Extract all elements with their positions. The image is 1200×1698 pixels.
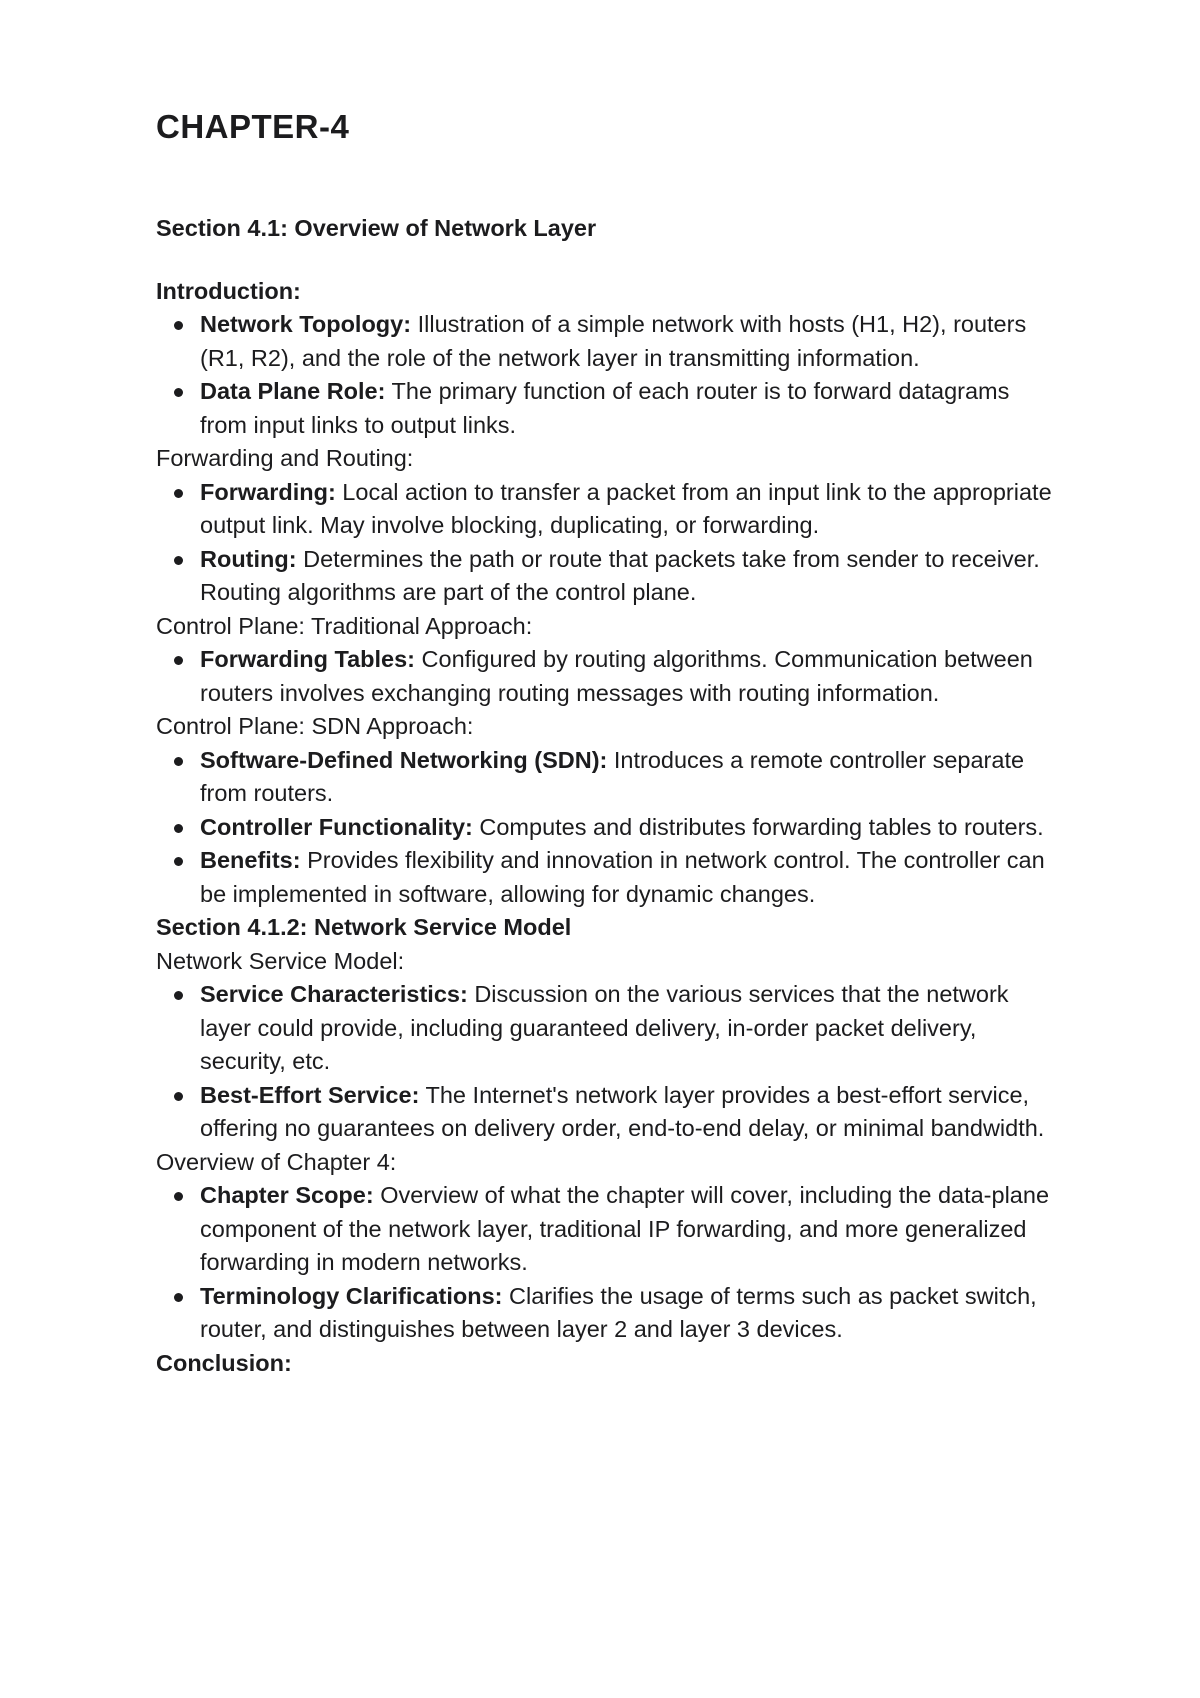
list-item-term: Data Plane Role:: [200, 378, 386, 404]
list-item-term: Best-Effort Service:: [200, 1081, 420, 1108]
control-plane-sdn-list: [156, 744, 1056, 912]
document-content: [156, 212, 1056, 1380]
forwarding-routing-list: [156, 476, 1056, 610]
list-item: [200, 375, 1056, 442]
list-item-term: Software-Defined Networking (SDN):: [200, 746, 608, 773]
list-item: [200, 811, 1056, 845]
list-item-term: Service Characteristics:: [200, 981, 468, 1007]
list-item-text: The primary function of each router is to forward datagrams from input links to output links.: [200, 378, 1010, 438]
list-item-text: Computes and distributes forwarding tables to routers.: [472, 813, 1044, 840]
list-item: [200, 978, 1056, 1079]
list-item-term: Forwarding Tables:: [200, 646, 415, 672]
control-plane-sdn-heading: Control Plane: SDN Approach:: [156, 713, 474, 739]
list-item: [200, 1280, 1056, 1347]
chapter-overview-list: [156, 1179, 1056, 1347]
list-item: [200, 543, 1056, 610]
list-item: [200, 1079, 1056, 1146]
list-item: [200, 744, 1056, 811]
list-item-text: Overview of what the chapter will cover, including the data-plane component of the network layer, traditional IP forwarding, and more generalized forwarding in modern networks.: [200, 1182, 1050, 1275]
list-item-text: Introduces a remote controller separate from routers.: [200, 746, 1025, 806]
list-item-term: Chapter Scope:: [200, 1182, 374, 1208]
section-4-1-2-heading: Section 4.1.2: Network Service Model: [156, 914, 572, 940]
introduction-heading: Introduction:: [156, 277, 301, 304]
forwarding-routing-heading: Forwarding and Routing:: [156, 445, 414, 471]
list-item-text: Local action to transfer a packet from an input link to the appropriate output link. May involve blocking, duplicating, or forwarding.: [200, 478, 1052, 538]
control-plane-traditional-list: [156, 643, 1056, 710]
network-service-model-heading: Network Service Model:: [156, 947, 405, 974]
control-plane-traditional-heading: Control Plane: Traditional Approach:: [156, 612, 533, 639]
list-item-text: The Internet's network layer provides a best-effort service, offering no guarantees on delivery order, end-to-end delay, or minimal bandwidth.: [200, 1081, 1045, 1141]
list-item: [200, 476, 1056, 543]
list-item-text: Determines the path or route that packets take from sender to receiver. Routing algorithms are part of the control plane.: [200, 545, 1040, 605]
list-item-text: Provides flexibility and innovation in network control. The controller can be implemented in software, allowing for dynamic changes.: [200, 847, 1045, 907]
list-item-text: Discussion on the various services that the network layer could provide, including guaranteed delivery, in-order packet delivery, security, etc.: [200, 981, 1009, 1074]
list-item: [200, 1179, 1056, 1280]
list-item: [200, 308, 1056, 375]
network-service-model-list: [156, 978, 1056, 1146]
list-item-term: Terminology Clarifications:: [200, 1282, 503, 1309]
list-item-text: Clarifies the usage of terms such as packet switch, router, and distinguishes between layer 2 and layer 3 devices.: [200, 1282, 1037, 1342]
conclusion-heading: Conclusion:: [156, 1349, 292, 1376]
list-item-term: Network Topology:: [200, 311, 412, 337]
introduction-list: [156, 308, 1056, 442]
list-item-text: Configured by routing algorithms. Communication between routers involves exchanging routing messages with routing information.: [200, 646, 1033, 706]
list-item: [200, 844, 1056, 911]
chapter-overview-heading: Overview of Chapter 4:: [156, 1148, 397, 1175]
list-item-term: Controller Functionality:: [200, 813, 473, 840]
list-item-text: Illustration of a simple network with hosts (H1, H2), routers (R1, R2), and the role of the network layer in transmitting information.: [200, 311, 1027, 371]
list-item: [200, 643, 1056, 710]
section-4-1-heading: Section 4.1: Overview of Network Layer: [156, 215, 597, 241]
list-item-term: Routing:: [200, 545, 297, 572]
list-item-term: Benefits:: [200, 847, 301, 873]
chapter-title: CHAPTER-4: [156, 108, 350, 145]
list-item-term: Forwarding:: [200, 478, 336, 505]
